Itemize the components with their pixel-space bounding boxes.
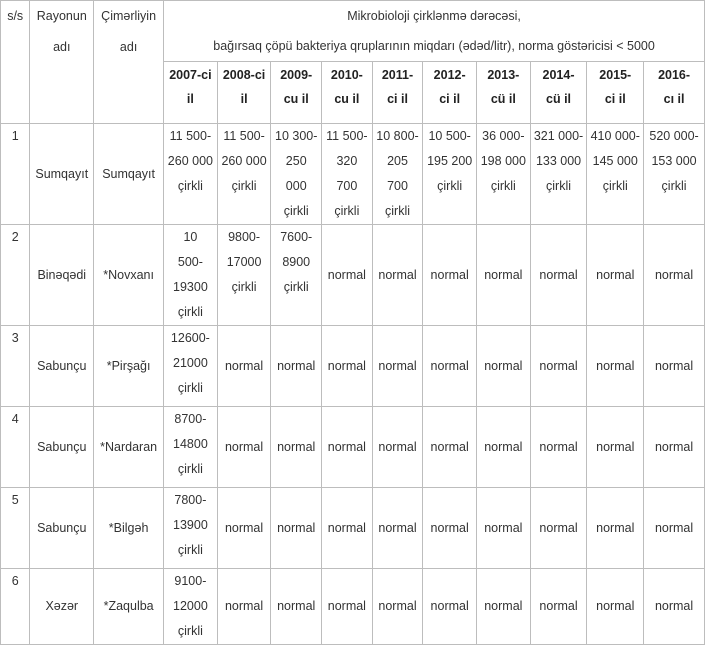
row-number: 6: [1, 569, 30, 645]
pollution-value-cell: normal: [217, 569, 271, 645]
pollution-value-cell: normal: [423, 326, 477, 407]
row-number: 1: [1, 124, 30, 225]
row-number: 3: [1, 326, 30, 407]
pollution-value-cell: 9800- 17000 çirkli: [217, 225, 271, 326]
pollution-value-cell: 7800- 13900 çirkli: [164, 488, 218, 569]
header-district: Rayonun adı: [30, 1, 94, 124]
pollution-value-cell: normal: [372, 326, 423, 407]
pollution-value-cell: normal: [644, 326, 705, 407]
pollution-value-cell: normal: [217, 488, 271, 569]
header-year: 2013- cü il: [477, 62, 531, 124]
pollution-value-cell: normal: [271, 326, 322, 407]
pollution-value-cell: normal: [644, 407, 705, 488]
pollution-value-cell: 7600- 8900 çirkli: [271, 225, 322, 326]
pollution-value-cell: normal: [644, 569, 705, 645]
pollution-value-cell: normal: [587, 225, 644, 326]
pollution-value-cell: 520 000- 153 000 çirkli: [644, 124, 705, 225]
pollution-value-cell: normal: [477, 225, 531, 326]
header-year: 2016- cı il: [644, 62, 705, 124]
pollution-value-cell: 11 500- 260 000 çirkli: [217, 124, 271, 225]
beach-cell: Sumqayıt: [94, 124, 164, 225]
beach-cell: *Pirşağı: [94, 326, 164, 407]
pollution-value-cell: normal: [271, 569, 322, 645]
pollution-value-cell: normal: [372, 488, 423, 569]
pollution-value-cell: normal: [587, 326, 644, 407]
pollution-value-cell: normal: [587, 569, 644, 645]
pollution-value-cell: normal: [322, 326, 373, 407]
pollution-value-cell: normal: [530, 326, 587, 407]
district-cell: Sabunçu: [30, 407, 94, 488]
header-year: 2007-ci il: [164, 62, 218, 124]
table-row: [1, 569, 705, 645]
pollution-value-cell: normal: [217, 407, 271, 488]
pollution-value-cell: 11 500- 260 000 çirkli: [164, 124, 218, 225]
pollution-value-cell: normal: [644, 488, 705, 569]
pollution-value-cell: normal: [217, 326, 271, 407]
pollution-value-cell: 8700- 14800 çirkli: [164, 407, 218, 488]
pollution-value-cell: normal: [423, 225, 477, 326]
district-cell: Sumqayıt: [30, 124, 94, 225]
pollution-value-cell: normal: [477, 407, 531, 488]
table-row: [1, 124, 705, 225]
pollution-value-cell: normal: [322, 225, 373, 326]
pollution-value-cell: normal: [423, 569, 477, 645]
pollution-value-cell: 321 000- 133 000 çirkli: [530, 124, 587, 225]
pollution-value-cell: 10 500- 19300 çirkli: [164, 225, 218, 326]
pollution-value-cell: normal: [587, 488, 644, 569]
pollution-value-cell: 410 000- 145 000 çirkli: [587, 124, 644, 225]
pollution-value-cell: 12600- 21000 çirkli: [164, 326, 218, 407]
beach-cell: *Bilgəh: [94, 488, 164, 569]
beach-cell: *Novxanı: [94, 225, 164, 326]
header-year: 2012- ci il: [423, 62, 477, 124]
pollution-value-cell: normal: [372, 225, 423, 326]
district-cell: Binəqədi: [30, 225, 94, 326]
beach-cell: *Nardaran: [94, 407, 164, 488]
pollution-value-cell: normal: [423, 407, 477, 488]
pollution-value-cell: normal: [477, 488, 531, 569]
pollution-value-cell: 10 800- 205 700 çirkli: [372, 124, 423, 225]
district-cell: Sabunçu: [30, 488, 94, 569]
pollution-value-cell: 36 000- 198 000 çirkli: [477, 124, 531, 225]
header-pollution-group: Mikrobioloji çirklənmə dərəcəsi, bağırsaq çöpü bakteriya qruplarının miqdarı (ədəd/litr), norma göstəricisi < 5000: [164, 1, 705, 62]
pollution-value-cell: normal: [423, 488, 477, 569]
pollution-value-cell: normal: [322, 488, 373, 569]
pollution-value-cell: normal: [322, 407, 373, 488]
header-ss: s/s: [1, 1, 30, 124]
row-number: 4: [1, 407, 30, 488]
row-number: 5: [1, 488, 30, 569]
header-year: 2009- cu il: [271, 62, 322, 124]
pollution-value-cell: normal: [477, 326, 531, 407]
district-cell: Sabunçu: [30, 326, 94, 407]
pollution-value-cell: normal: [372, 569, 423, 645]
pollution-value-cell: normal: [644, 225, 705, 326]
header-year: 2015- ci il: [587, 62, 644, 124]
district-cell: Xəzər: [30, 569, 94, 645]
header-year: 2011- ci il: [372, 62, 423, 124]
pollution-value-cell: normal: [322, 569, 373, 645]
pollution-value-cell: normal: [530, 569, 587, 645]
header-beach: Çimərliyin adı: [94, 1, 164, 124]
header-year: 2014- cü il: [530, 62, 587, 124]
pollution-value-cell: 10 300- 250 000 çirkli: [271, 124, 322, 225]
pollution-value-cell: 9100- 12000 çirkli: [164, 569, 218, 645]
header-year: 2010- cu il: [322, 62, 373, 124]
table-row: [1, 225, 705, 326]
pollution-value-cell: normal: [477, 569, 531, 645]
header-year: 2008-ci il: [217, 62, 271, 124]
pollution-value-cell: 11 500- 320 700 çirkli: [322, 124, 373, 225]
pollution-value-cell: normal: [271, 407, 322, 488]
pollution-value-cell: normal: [530, 225, 587, 326]
table-row: [1, 407, 705, 488]
pollution-value-cell: normal: [372, 407, 423, 488]
row-number: 2: [1, 225, 30, 326]
beach-cell: *Zaqulba: [94, 569, 164, 645]
table-row: [1, 488, 705, 569]
pollution-value-cell: normal: [530, 488, 587, 569]
pollution-value-cell: normal: [271, 488, 322, 569]
pollution-value-cell: normal: [587, 407, 644, 488]
pollution-value-cell: normal: [530, 407, 587, 488]
pollution-value-cell: 10 500- 195 200 çirkli: [423, 124, 477, 225]
table-row: [1, 326, 705, 407]
